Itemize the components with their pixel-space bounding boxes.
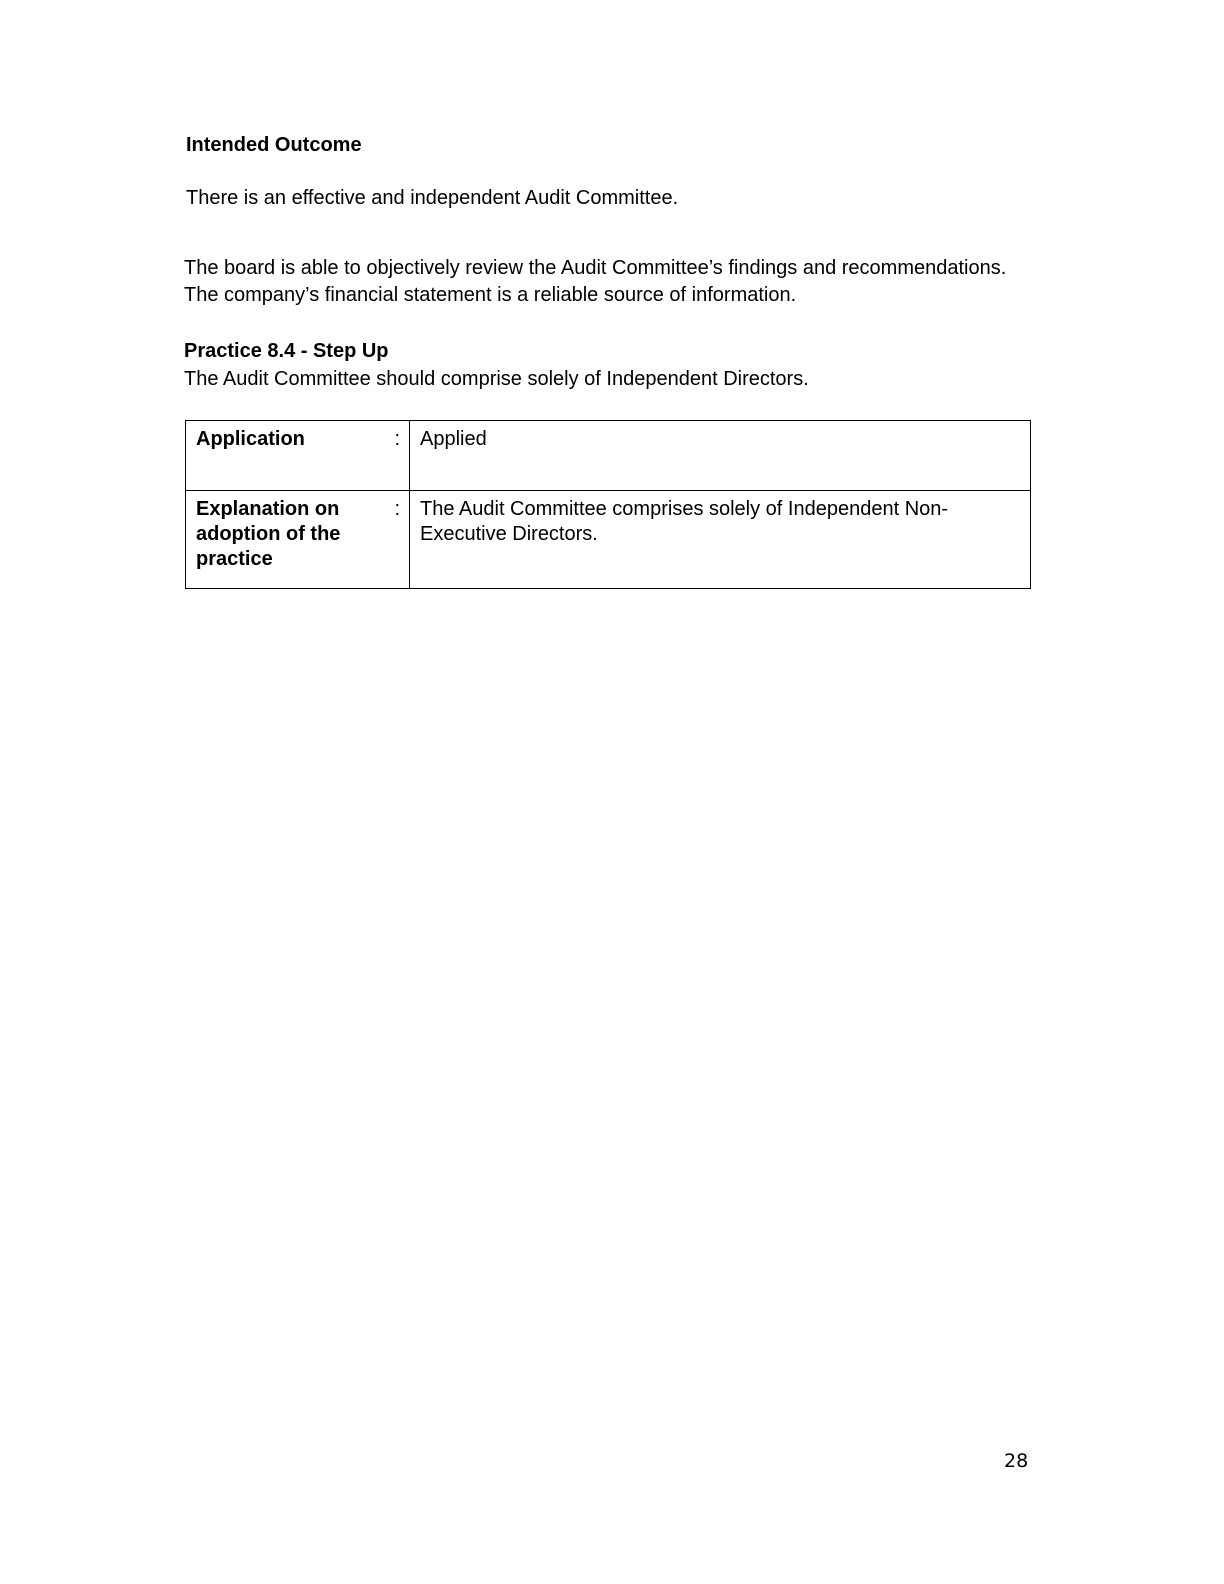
explanation-value-line: Executive Directors. [420,523,598,545]
application-value-cell [410,421,1031,491]
explanation-value-line: The Audit Committee comprises solely of Independent Non- [420,498,949,520]
intended-outcome-line: The board is able to objectively review the Audit Committee’s findings and recommendations. [184,257,1007,279]
practice-text: The Audit Committee should comprise solely of Independent Directors. [184,368,809,390]
intended-outcome-intro: There is an effective and independent Audit Committee. [186,187,679,209]
intended-outcome-details [184,255,1006,309]
explanation-label-line: Explanation on [196,498,340,520]
application-value: Applied [420,428,487,450]
page-number: 28 [1004,1450,1029,1472]
explanation-label-line: adoption of the [196,523,341,545]
label-separator: : [394,428,400,450]
application-table [185,420,1031,589]
intended-outcome-line: The company’s financial statement is a reliable source of information. [184,284,797,306]
application-label: Application [196,428,305,450]
practice-heading: Practice 8.4 - Step Up [184,340,389,362]
explanation-value-cell [410,491,1031,589]
intended-outcome-heading: Intended Outcome [186,134,362,156]
explanation-label-cell [186,491,410,589]
explanation-label-line: practice [196,548,273,570]
label-separator: : [394,498,400,520]
application-label-cell [186,421,410,491]
table-row-application [186,421,1031,491]
table-row-explanation [186,491,1031,589]
